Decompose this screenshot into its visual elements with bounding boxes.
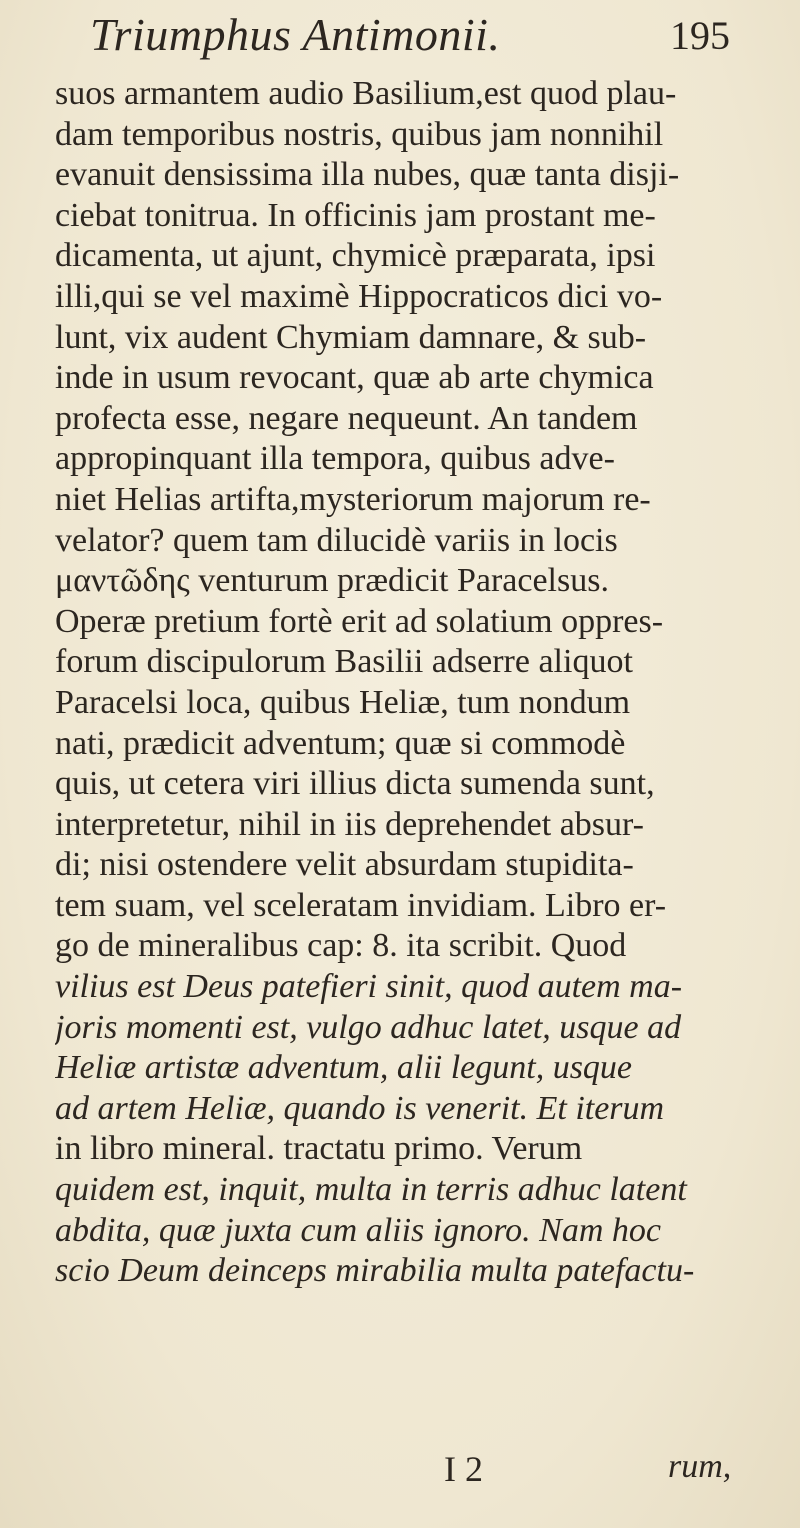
page-number: 195	[670, 13, 730, 58]
text-line: ciebat tonitrua. In officinis jam prostant me-	[55, 196, 656, 234]
text-line: niet Helias artifta,mysteriorum majorum re-	[55, 480, 651, 518]
running-title: Triumphus Antimonii.	[90, 9, 501, 60]
text-line: μαντῶδης venturum prædicit Paracelsus.	[55, 562, 609, 600]
text-line: in libro mineral. tractatu primo. Verum	[55, 1130, 583, 1168]
text-line: inde in usum revocant, quæ ab arte chymica	[55, 359, 654, 397]
running-header	[90, 8, 730, 72]
text-line: ad artem Heliæ, quando is venerit. Et iterum	[55, 1089, 665, 1127]
catchword: rum,	[668, 1448, 732, 1485]
text-line: appropinquant illa tempora, quibus adve-	[55, 440, 615, 478]
body-text	[55, 74, 770, 1292]
text-line: Heliæ artistæ adventum, alii legunt, usque	[55, 1049, 633, 1087]
page-footer	[0, 1448, 800, 1498]
text-line: Paracelsi loca, quibus Heliæ, tum nondum	[55, 683, 631, 721]
text-line: lunt, vix audent Chymiam damnare, & sub-	[55, 318, 647, 356]
text-line: evanuit densissima illa nubes, quæ tanta disji-	[55, 156, 680, 194]
text-line: quis, ut cetera viri illius dicta sumenda sunt,	[55, 765, 655, 803]
text-line: quidem est, inquit, multa in terris adhuc latent	[55, 1171, 687, 1209]
text-line: nati, prædicit adventum; quæ si commodè	[55, 724, 626, 762]
signature-mark: I 2	[444, 1449, 483, 1489]
text-line: dam temporibus nostris, quibus jam nonnihil	[55, 115, 664, 153]
text-line: velator? quem tam dilucidè variis in locis	[55, 521, 618, 559]
text-line: scio Deum deinceps mirabilia multa patefactu-	[55, 1252, 695, 1290]
text-line: suos armantem audio Basilium,est quod plau-	[55, 75, 677, 112]
text-line: tem suam, vel sceleratam invidiam. Libro er-	[55, 886, 667, 924]
text-line: Operæ pretium fortè erit ad solatium oppres-	[55, 602, 664, 640]
text-line: vilius est Deus patefieri sinit, quod autem ma-	[55, 968, 683, 1006]
text-line: interpretetur, nihil in iis deprehendet absur-	[55, 805, 644, 843]
text-line: illi,qui se vel maximè Hippocraticos dici vo-	[55, 277, 663, 315]
text-line: profecta esse, negare nequeunt. An tandem	[55, 399, 638, 437]
text-line: go de mineralibus cap: 8. ita scribit. Quod	[55, 927, 627, 965]
text-line: di; nisi ostendere velit absurdam stupidita-	[55, 846, 634, 884]
text-line: dicamenta, ut ajunt, chymicè præparata, ipsi	[55, 237, 656, 275]
text-line: abdita, quæ juxta cum aliis ignoro. Nam hoc	[55, 1211, 662, 1249]
text-line: forum discipulorum Basilii adserre aliquot	[55, 643, 633, 681]
text-line: joris momenti est, vulgo adhuc latet, usque ad	[55, 1008, 682, 1046]
